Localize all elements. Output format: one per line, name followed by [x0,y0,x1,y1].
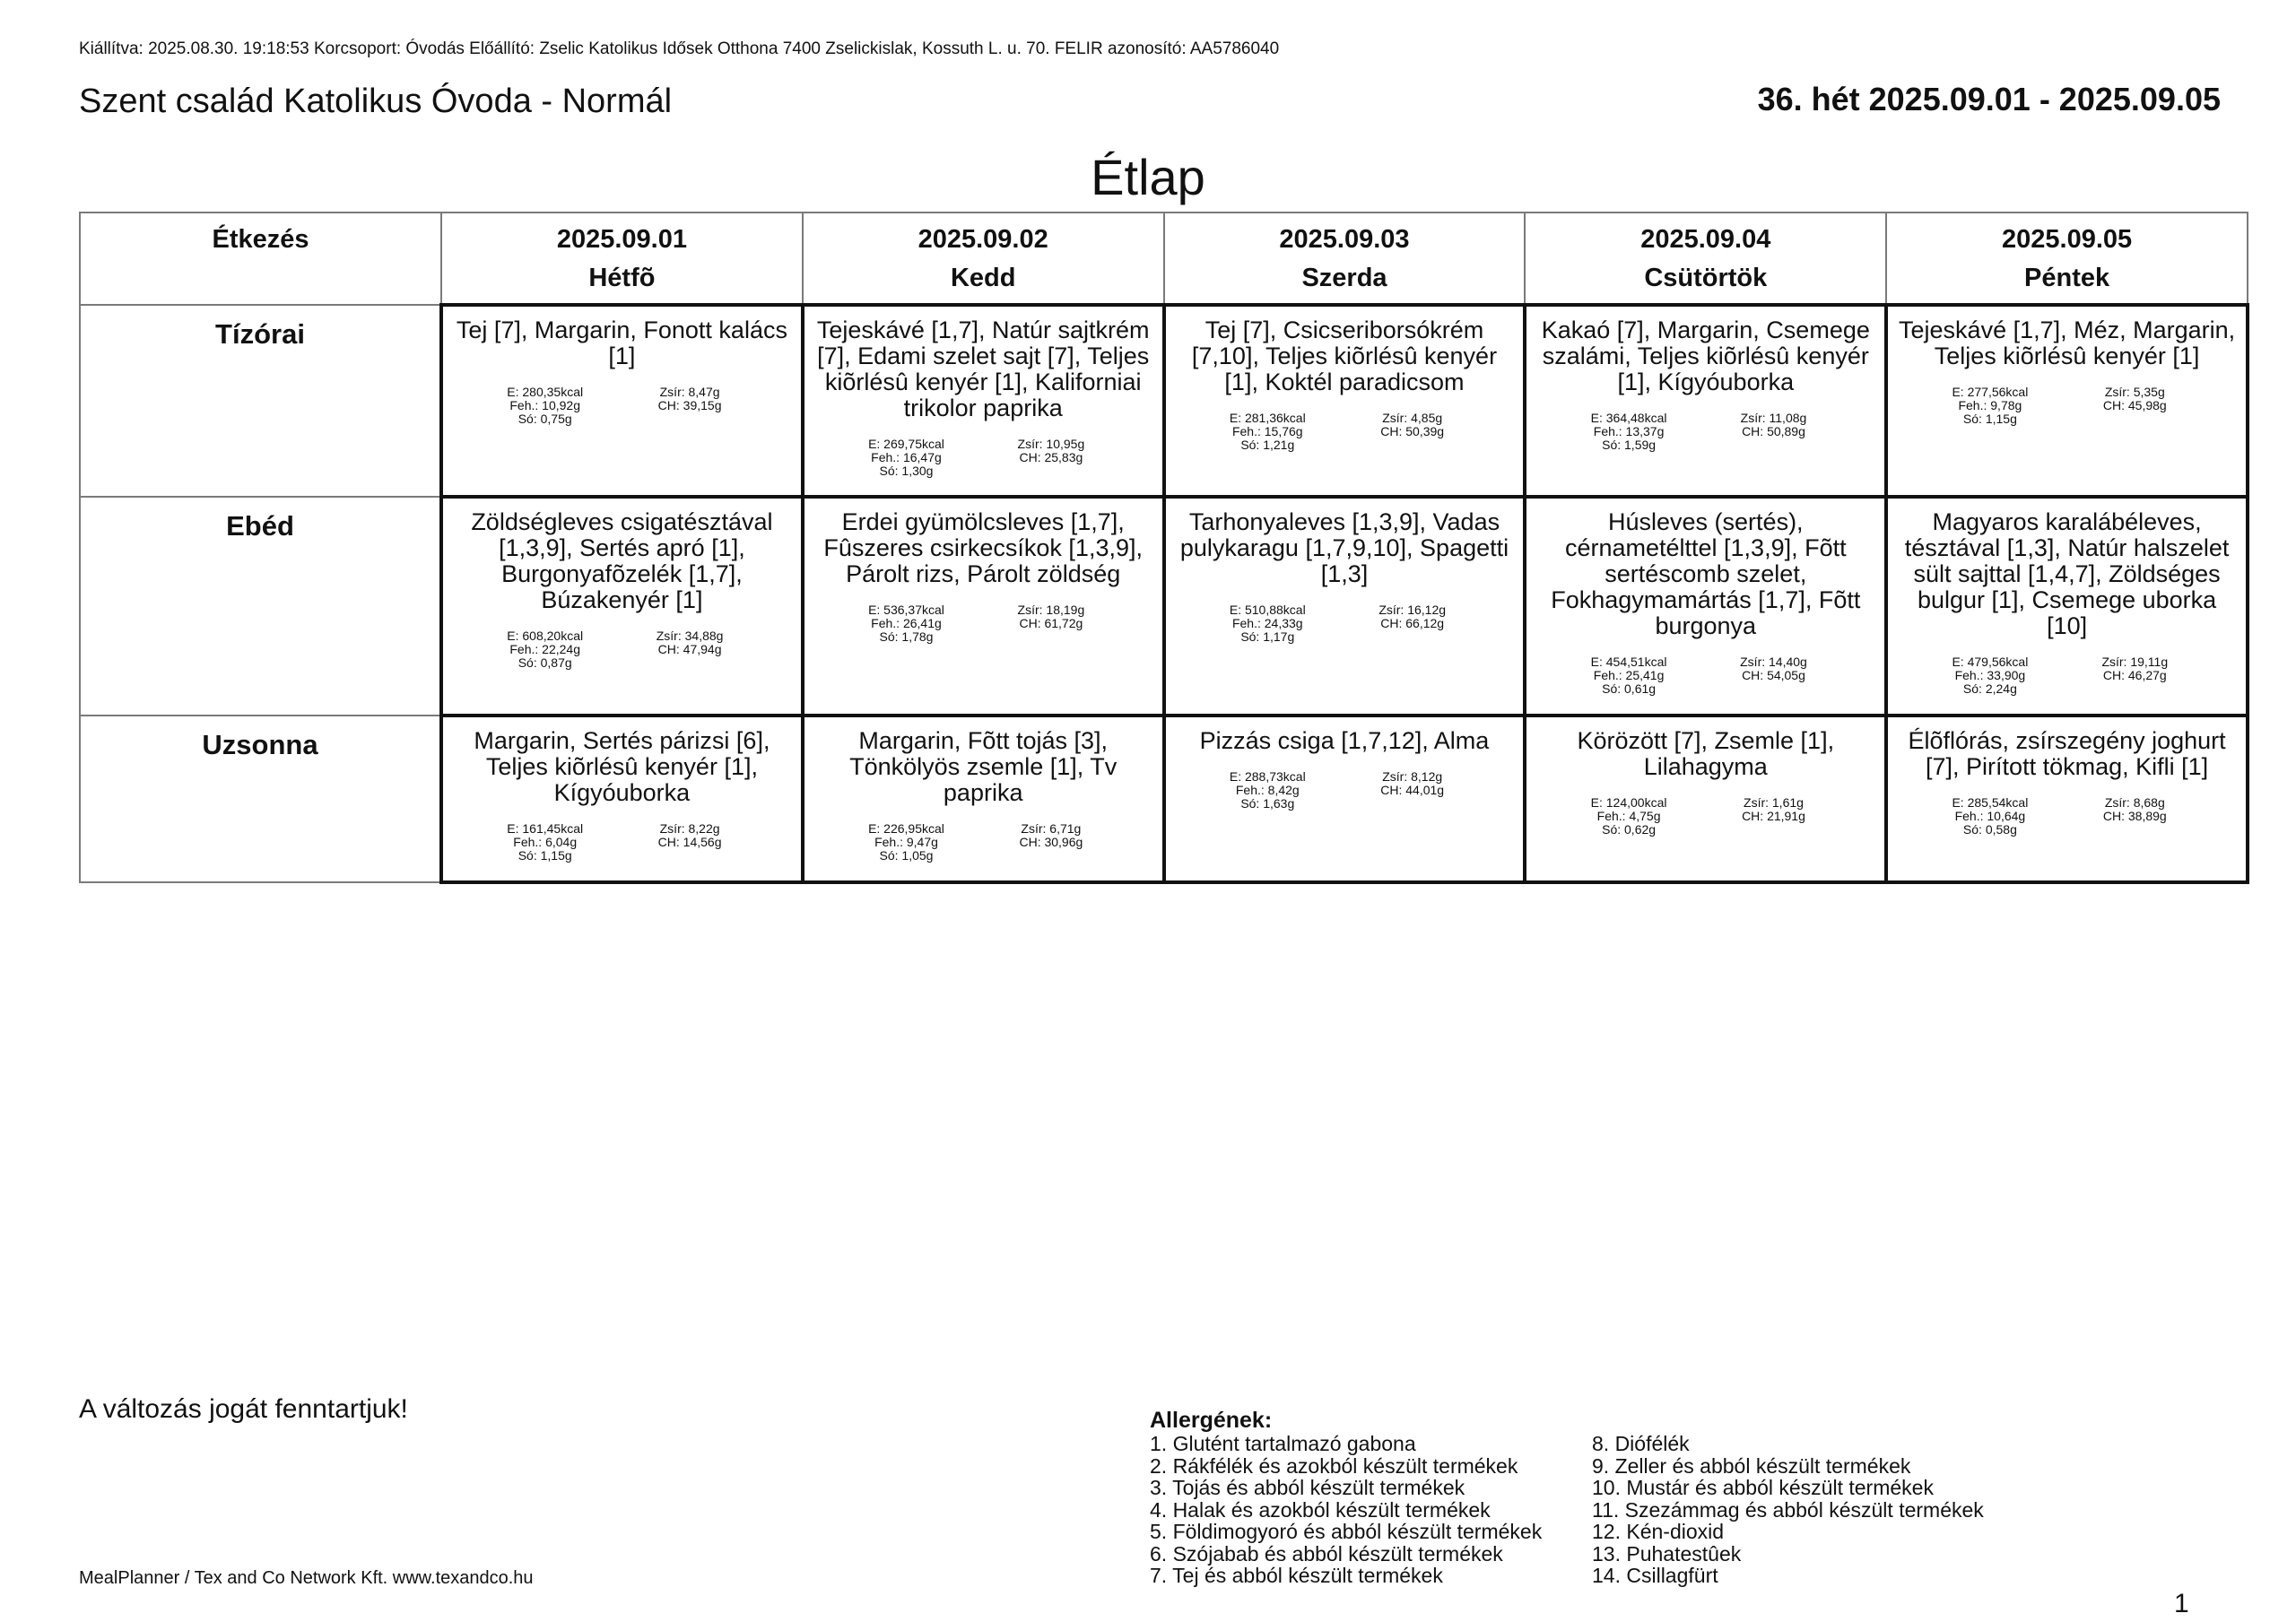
salt-value: Só: 1,15g [517,848,572,863]
carbohydrate-value: CH: 47,94g [657,642,722,656]
day-date: 2025.09.04 [1640,225,1771,254]
allergen-item: 5. Földimogyoró és abból készült termékek [1150,1520,1543,1543]
protein-value: Feh.: 25,41g [1593,668,1665,682]
nutrition-info [1895,386,2239,426]
fat-value: Zsír: 16,12g [1378,603,1447,617]
menu-cell [803,497,1164,716]
fat-value: Zsír: 1,61g [1744,795,1804,810]
menu-cell [1164,716,1526,882]
dish-text: Tej [7], Margarin, Fonott kalács [1] [456,317,787,369]
allergen-item: 14. Csillagfürt [1592,1564,1718,1587]
fat-value: Zsír: 8,47g [659,385,720,399]
allergen-item: 6. Szójabab és abból készült termékek [1150,1541,1503,1566]
salt-value: Só: 0,61g [1602,681,1657,696]
salt-value: Só: 0,62g [1602,822,1657,837]
menu-table [79,212,2249,884]
header-day-5 [1886,213,2248,305]
nutrition-info [450,822,794,863]
allergen-item: 1. Glutént tartalmazó gabona [1150,1432,1416,1455]
carbohydrate-value: CH: 39,15g [657,398,722,412]
allergen-column-1 [1150,1433,1592,1587]
energy-value: E: 281,36kcal [1229,411,1306,425]
fat-value: Zsír: 19,11g [2101,655,2169,669]
protein-value: Feh.: 24,33g [1231,616,1303,630]
nutrition-info [1534,412,1877,452]
day-name: Hétfõ [588,264,656,292]
nutrition-info [1895,796,2239,837]
protein-value: Feh.: 16,47g [871,450,942,464]
energy-value: E: 288,73kcal [1229,769,1306,784]
energy-value: E: 161,45kcal [507,821,584,836]
energy-value: E: 364,48kcal [1590,411,1667,425]
menu-cell [1525,305,1886,497]
protein-value: Feh.: 9,78g [1958,398,2022,412]
carbohydrate-value: CH: 44,01g [1380,783,1445,797]
carbohydrate-value: CH: 54,05g [1742,668,1805,682]
nutrition-info [1173,412,1517,452]
dish-text: Élõflórás, zsírszegény joghurt [7], Pirított tökmag, Kifli [1] [1908,727,2226,780]
salt-value: Só: 1,78g [879,629,934,644]
protein-value: Feh.: 9,47g [874,835,938,849]
menu-cell [803,305,1164,497]
salt-value: Só: 0,87g [517,655,572,670]
dish-text: Körözött [7], Zsemle [1], Lilahagyma [1577,727,1835,780]
carbohydrate-value: CH: 38,89g [2102,809,2167,823]
day-date: 2025.09.05 [2002,225,2133,254]
fat-value: Zsír: 34,88g [656,629,724,643]
protein-value: Feh.: 26,41g [871,616,942,630]
day-name: Péntek [2024,264,2110,292]
day-date: 2025.09.02 [918,225,1048,254]
menu-cell [441,305,803,497]
energy-value: E: 277,56kcal [1952,385,2029,399]
software-credit: MealPlanner / Tex and Co Network Kft. www.texandco.hu [79,1568,534,1588]
dish-text: Tejeskávé [1,7], Natúr sajtkrém [7], Edami szelet sajt [7], Teljes kiõrlésû kenyér [1], Kaliforniai trikolor paprika [816,317,1150,421]
menu-cell [1525,497,1886,716]
carbohydrate-value: CH: 46,27g [2102,668,2167,682]
day-date: 2025.09.01 [556,225,687,254]
fat-value: Zsír: 11,08g [1740,411,1807,425]
carbohydrate-value: CH: 50,89g [1742,424,1805,438]
salt-value: Só: 0,58g [1962,822,2017,837]
allergen-item: 4. Halak és azokból készült termékek [1150,1497,1491,1522]
carbohydrate-value: CH: 66,12g [1380,616,1445,630]
salt-value: Só: 2,24g [1962,681,2017,696]
fat-value: Zsír: 14,40g [1740,655,1807,669]
header-day-3 [1164,213,1526,305]
protein-value: Feh.: 8,42g [1235,783,1300,797]
fat-value: Zsír: 18,19g [1017,603,1085,617]
salt-value: Só: 0,75g [517,412,572,426]
protein-value: Feh.: 10,64g [1954,809,2026,823]
nutrition-info [450,386,794,426]
meal-label: Tízórai [80,305,441,497]
fat-value: Zsír: 8,12g [1382,769,1443,784]
energy-value: E: 269,75kcal [868,437,944,451]
dish-text: Margarin, Sertés párizsi [6], Teljes kiõrlésû kenyér [1], Kígyóuborka [474,727,770,806]
dish-text: Húsleves (sertés), cérnametélttel [1,3,9], Fõtt sertéscomb szelet, Fokhagymamártás [1,7], Fõtt burgonya [1551,508,1861,639]
carbohydrate-value: CH: 45,98g [2102,398,2167,412]
protein-value: Feh.: 13,37g [1593,424,1665,438]
day-name: Szerda [1301,264,1387,292]
page-title: Étlap [1091,149,1205,205]
allergen-item: 12. Kén-dioxid [1592,1520,1725,1543]
allergen-item: 2. Rákfélék és azokból készült termékek [1150,1453,1518,1478]
header-day-2 [803,213,1164,305]
meal-row [80,305,2248,497]
nutrition-info [450,629,794,670]
energy-value: E: 280,35kcal [507,385,584,399]
protein-value: Feh.: 33,90g [1954,668,2026,682]
issue-meta-line: Kiállítva: 2025.08.30. 19:18:53 Korcsoport: Óvodás Előállító: Zselic Katolikus Idősek Otthona 7400 Zselickislak, Kossuth L. u. 70. FELIR azonosító: AA5786040 [79,39,1280,58]
table-header-row [80,213,2248,305]
menu-cell [1525,716,1886,882]
allergen-item: 3. Tojás és abból készült termékek [1150,1476,1465,1499]
energy-value: E: 536,37kcal [868,603,944,617]
energy-value: E: 124,00kcal [1590,795,1667,810]
fat-value: Zsír: 4,85g [1382,411,1443,425]
energy-value: E: 608,20kcal [507,629,584,643]
salt-value: Só: 1,63g [1240,796,1295,811]
allergen-item: 11. Szezámmag és abból készült termékek [1592,1497,1984,1522]
day-name: Csütörtök [1644,264,1768,292]
allergen-legend-title: Allergének: [1150,1408,1273,1433]
week-range-title: 36. hét 2025.09.01 - 2025.09.05 [1757,81,2221,117]
protein-value: Feh.: 6,04g [513,835,578,849]
organization-title: Szent család Katolikus Óvoda - Normál [79,82,673,120]
protein-value: Feh.: 4,75g [1596,809,1661,823]
allergen-item: 8. Diófélék [1592,1432,1690,1455]
protein-value: Feh.: 22,24g [509,642,580,656]
energy-value: E: 454,51kcal [1590,655,1667,669]
nutrition-info [1534,796,1877,837]
allergen-item: 7. Tej és abból készült termékek [1150,1564,1443,1587]
meal-label: Ebéd [80,497,441,716]
salt-value: Só: 1,30g [879,464,934,478]
nutrition-info [812,603,1155,644]
carbohydrate-value: CH: 30,96g [1019,835,1083,849]
allergen-item: 9. Zeller és abból készült termékek [1592,1453,1911,1478]
dish-text: Magyaros karalábéleves, tésztával [1,3], Natúr halszelet sült sajttal [1,4,7], Zöldséges bulgur [1], Csemege uborka [10] [1904,508,2230,639]
fat-value: Zsír: 8,22g [659,821,720,836]
carbohydrate-value: CH: 14,56g [657,835,722,849]
salt-value: Só: 1,05g [879,848,934,863]
salt-value: Só: 1,21g [1240,438,1295,452]
menu-cell [1886,497,2248,716]
menu-cell [441,716,803,882]
fat-value: Zsír: 10,95g [1017,437,1085,451]
dish-text: Tejeskávé [1,7], Méz, Margarin, Teljes kiõrlésû kenyér [1] [1899,317,2236,369]
salt-value: Só: 1,15g [1962,412,2017,426]
dish-text: Tarhonyaleves [1,3,9], Vadas pulykaragu [1,7,9,10], Spagetti [1,3] [1179,508,1509,587]
header-day-1 [441,213,803,305]
energy-value: E: 510,88kcal [1229,603,1306,617]
protein-value: Feh.: 15,76g [1231,424,1303,438]
carbohydrate-value: CH: 25,83g [1019,450,1083,464]
fat-value: Zsír: 5,35g [2104,385,2165,399]
menu-cell [1164,305,1526,497]
meal-row [80,716,2248,882]
carbohydrate-value: CH: 61,72g [1019,616,1083,630]
dish-text: Erdei gyümölcsleves [1,7], Fûszeres csirkecsíkok [1,3,9], Párolt rizs, Párolt zöldség [823,508,1143,587]
allergen-item: 13. Puhatestûek [1592,1541,1742,1566]
nutrition-info [812,438,1155,478]
header-meal-column: Étkezés [80,213,441,305]
meal-row [80,497,2248,716]
nutrition-info [812,822,1155,863]
page-number: 1 [2174,1589,2189,1618]
nutrition-info [1534,655,1877,696]
meal-label: Uzsonna [80,716,441,882]
dish-text: Margarin, Fõtt tojás [3], Tönkölyös zsemle [1], Tv paprika [849,727,1118,806]
carbohydrate-value: CH: 50,39g [1380,424,1445,438]
nutrition-info [1173,603,1517,644]
menu-cell [1164,497,1526,716]
energy-value: E: 285,54kcal [1952,795,2029,810]
energy-value: E: 226,95kcal [868,821,944,836]
fat-value: Zsír: 6,71g [1021,821,1082,836]
protein-value: Feh.: 10,92g [509,398,580,412]
dish-text: Zöldségleves csigatésztával [1,3,9], Sertés apró [1], Burgonyafõzelék [1,7], Búzakenyér [1] [471,508,773,613]
salt-value: Só: 1,17g [1240,629,1295,644]
salt-value: Só: 1,59g [1602,438,1657,452]
carbohydrate-value: CH: 21,91g [1742,809,1805,823]
change-notice: A változás jogát fenntartjuk! [79,1394,408,1424]
allergen-legend [1150,1408,1984,1587]
menu-cell [1886,716,2248,882]
allergen-item: 10. Mustár és abból készült termékek [1592,1476,1934,1499]
nutrition-info [1173,770,1517,811]
day-name: Kedd [950,264,1016,292]
menu-cell [441,497,803,716]
energy-value: E: 479,56kcal [1952,655,2029,669]
menu-cell [1886,305,2248,497]
dish-text: Tej [7], Csicseriborsókrém [7,10], Teljes kiõrlésû kenyér [1], Koktél paradicsom [1191,317,1498,395]
dish-text: Pizzás csiga [1,7,12], Alma [1199,727,1490,754]
day-date: 2025.09.03 [1279,225,1410,254]
nutrition-info [1895,655,2239,696]
header-day-4 [1525,213,1886,305]
allergen-column-2 [1592,1433,1984,1587]
dish-text: Kakaó [7], Margarin, Csemege szalámi, Teljes kiõrlésû kenyér [1], Kígyóuborka [1541,317,1870,395]
fat-value: Zsír: 8,68g [2104,795,2165,810]
menu-cell [803,716,1164,882]
